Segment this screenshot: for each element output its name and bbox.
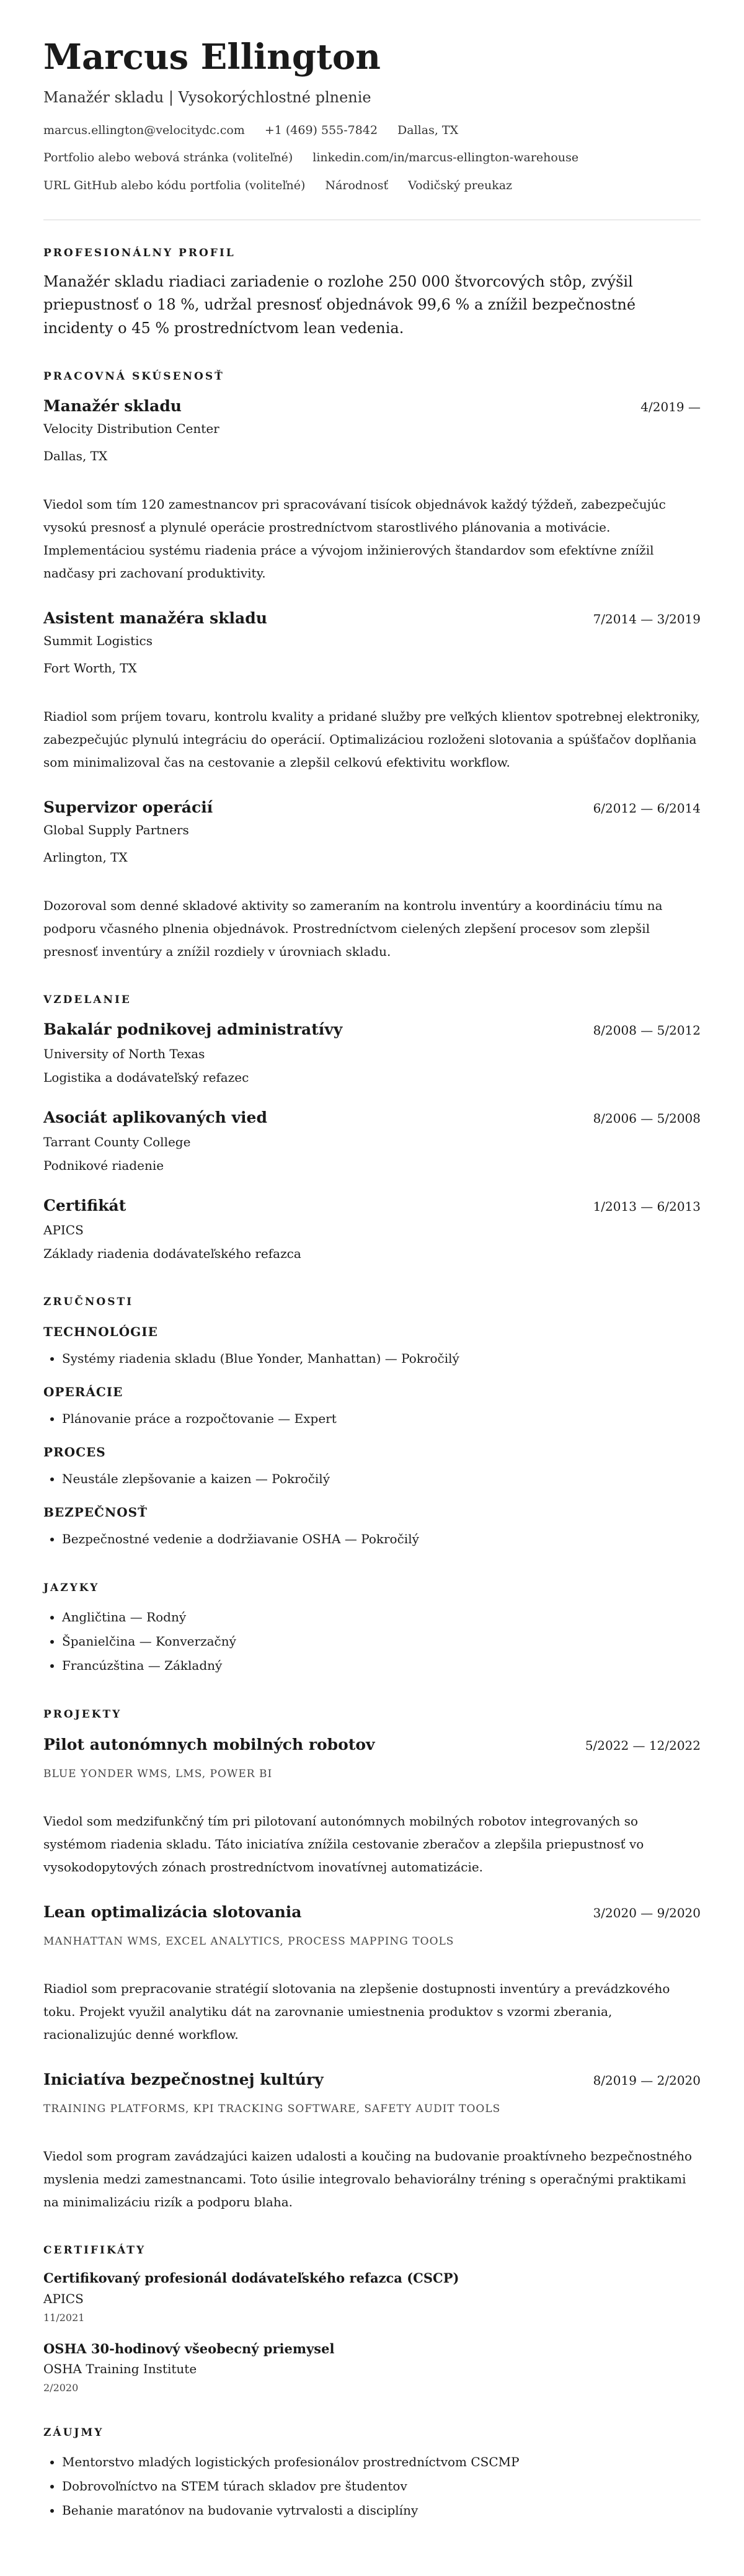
profile-section	[43, 245, 701, 340]
study-field: Logistika a dodávateľský refazec	[43, 1070, 249, 1085]
school-name: University of North Texas	[43, 1046, 205, 1062]
certificate-issuer: APICS	[43, 2291, 84, 2306]
languages-section	[43, 1580, 701, 1678]
skill-category: BEZPEČNOSŤ	[43, 1505, 148, 1520]
project-entry	[43, 2067, 701, 2214]
skill-item: • Neustále zlepšovanie a kaizen — Pokročilý	[62, 1467, 701, 1491]
skill-item: • Plánovanie práce a rozpočtovanie — Expert	[62, 1407, 701, 1431]
degree-title: Bakalár podnikovej administratívy	[43, 1020, 343, 1039]
section-title: ZRUČNOSTI	[43, 1296, 134, 1309]
skill-list	[43, 1407, 701, 1431]
project-description: Riadiol som prepracovanie stratégií slotovania na zlepšenie dostupnosti inventúry a prevádzkového toku. Projekt využil analytiku dát na zarovnanie umiestnenia produktov s vzormi zberania, racionalizujúc denné workflow.	[43, 1981, 670, 2043]
links-row	[43, 148, 701, 167]
extra-row	[43, 176, 701, 195]
certificate-entry	[43, 2338, 701, 2396]
project-description: Viedol som medzifunkčný tím pri pilotovaní autonómnych mobilných robotov integrovaných so systémom riadenia skladu. Táto iniciatíva znížila cestovanie zberačov a zlepšila priepustnosť vo vysokodopytových zónach prostredníctvom inovatívnej automatizácie.	[43, 1813, 644, 1874]
certificates-section	[43, 2242, 701, 2396]
section-title: PRACOVNÁ SKÚSENOSŤ	[43, 370, 224, 383]
project-tech: BLUE YONDER WMS, LMS, POWER BI	[43, 1767, 273, 1780]
job-location: Arlington, TX	[43, 849, 128, 865]
degree-title: Asociát aplikovaných vied	[43, 1108, 267, 1127]
education-entry	[43, 1017, 701, 1089]
school-name: Tarrant County College	[43, 1134, 191, 1150]
company-name: Summit Logistics	[43, 633, 153, 648]
portfolio-link[interactable]: Portfolio alebo webová stránka (voliteľné)	[43, 151, 293, 165]
job-location: Fort Worth, TX	[43, 660, 137, 675]
project-entry	[43, 1900, 701, 2046]
skill-category: TECHNOLÓGIE	[43, 1324, 158, 1340]
interest-list	[43, 2450, 701, 2523]
project-dates: 5/2022 — 12/2022	[585, 1737, 701, 1753]
education-entry	[43, 1193, 701, 1265]
study-field: Podnikové riadenie	[43, 1158, 164, 1174]
project-entry	[43, 1732, 701, 1879]
job-dates: 7/2014 — 3/2019	[593, 611, 701, 626]
company-name: Global Supply Partners	[43, 822, 189, 837]
experience-section	[43, 368, 701, 963]
interests-section	[43, 2425, 701, 2523]
section-title: VZDELANIE	[43, 993, 131, 1006]
phone-number[interactable]: +1 (469) 555-7842	[264, 123, 378, 137]
candidate-name: Marcus Ellington	[43, 37, 381, 78]
certificate-date: 11/2021	[43, 2311, 85, 2324]
job-title: Supervizor operácií	[43, 798, 213, 816]
section-title: PROFESIONÁLNY PROFIL	[43, 246, 236, 259]
job-description: Riadiol som príjem tovaru, kontrolu kvality a pridané služby pre veľkých klientov spotrebnej elektroniky, zabezpečujúc plynulú integráciu do operácií. Optimalizáciou rozloženi slotovania a spúšťačov doplňania som minimalizoval čas na cestovanie a zlepšil celkovú efektivitu workflow.	[43, 708, 701, 770]
study-field: Základy riadenia dodávateľského refazca	[43, 1246, 301, 1262]
school-name: APICS	[43, 1223, 84, 1238]
project-name: Iniciatíva bezpečnostnej kultúry	[43, 2070, 324, 2089]
project-dates: 8/2019 — 2/2020	[593, 2073, 701, 2088]
github-link[interactable]: URL GitHub alebo kódu portfolia (voliteľné)	[43, 178, 306, 192]
skills-section	[43, 1294, 701, 1551]
project-tech: MANHATTAN WMS, EXCEL ANALYTICS, PROCESS MAPPING TOOLS	[43, 1935, 454, 1948]
interest-item: • Mentorstvo mladých logistických profesionálov prostredníctvom CSCMP	[62, 2450, 701, 2474]
project-description: Viedol som program zavádzajúci kaizen udalosti a koučing na budovanie proaktívneho bezpečnostného myslenia medzi zamestnancami. Toto úsilie integrovalo behaviorálny tréning s operačnými praktikami na minimalizáciu rizík a podporu blaha.	[43, 2149, 693, 2210]
section-title: CERTIFIKÁTY	[43, 2244, 146, 2257]
skill-list	[43, 1347, 701, 1371]
language-item: • Angličtina — Rodný	[62, 1605, 701, 1629]
experience-entry	[43, 606, 701, 774]
language-item: • Španielčina — Konverzačný	[62, 1629, 701, 1654]
project-name: Pilot autonómnych mobilných robotov	[43, 1735, 375, 1754]
education-dates: 1/2013 — 6/2013	[593, 1199, 701, 1214]
contact-row	[43, 121, 701, 140]
job-description: Viedol som tím 120 zamestnancov pri spracovávaní tisícok objednávok každý týždeň, zabezpečujúc vysokú presnosť a plynulé operácie prostredníctvom starostlivého plánovania a motivácie. Implementáciou systému riadenia práce a vývojom inžinierových štandardov som efektívne znížil nadčasy pri zachovaní produktivity.	[43, 496, 666, 581]
language-list	[43, 1605, 701, 1678]
education-section	[43, 992, 701, 1265]
education-dates: 8/2008 — 5/2012	[593, 1023, 701, 1038]
nationality: Národnosť	[325, 178, 389, 192]
certificate-entry	[43, 2268, 701, 2325]
job-title: Manažér skladu	[43, 396, 182, 415]
skill-list	[43, 1467, 701, 1491]
education-dates: 8/2006 — 5/2008	[593, 1111, 701, 1126]
job-dates: 4/2019 —	[640, 399, 701, 414]
experience-entry	[43, 795, 701, 963]
skill-category: OPERÁCIE	[43, 1384, 123, 1400]
certificate-name: Certifikovaný profesionál dodávateľského refazca (CSCP)	[43, 2270, 459, 2286]
education-entry	[43, 1105, 701, 1177]
skill-list	[43, 1527, 701, 1551]
job-title: Asistent manažéra skladu	[43, 608, 267, 627]
certificate-issuer: OSHA Training Institute	[43, 2361, 197, 2377]
section-title: ZÁUJMY	[43, 2426, 104, 2439]
language-item: • Francúzština — Základný	[62, 1654, 701, 1678]
job-description: Dozoroval som denné skladové aktivity so zameraním na kontrolu inventúry a koordináciu tímu na podporu včasného plnenia objednávok. Prostredníctvom cielených zlepšení procesov som zlepšil presnosť inventúry a znížil rozdiely v úrovniach skladu.	[43, 898, 663, 959]
email-link[interactable]: marcus.ellington@velocitydc.com	[43, 123, 245, 137]
experience-entry	[43, 394, 701, 585]
section-title: JAZYKY	[43, 1582, 100, 1595]
job-location: Dallas, TX	[43, 448, 108, 463]
job-dates: 6/2012 — 6/2014	[593, 800, 701, 816]
location: Dallas, TX	[397, 123, 459, 137]
interest-item: • Behanie maratónov na budovanie vytrvalosti a disciplíny	[62, 2498, 701, 2523]
profile-summary: Manažér skladu riadiaci zariadenie o rozlohe 250 000 štvorcových stôp, zvýšil priepustnosť o 18 %, udržal presnosť objednávok 99,6 % a znížil bezpečnostné incidenty o 45 % prostredníctvom lean vedenia.	[43, 273, 636, 337]
skill-item: • Bezpečnostné vedenie a dodržiavanie OSHA — Pokročilý	[62, 1527, 701, 1551]
degree-title: Certifikát	[43, 1197, 126, 1215]
certificate-name: OSHA 30-hodinový všeobecný priemysel	[43, 2340, 335, 2356]
project-tech: TRAINING PLATFORMS, KPI TRACKING SOFTWARE, SAFETY AUDIT TOOLS	[43, 2103, 501, 2116]
certificate-date: 2/2020	[43, 2382, 79, 2394]
project-name: Lean optimalizácia slotovania	[43, 1902, 302, 1921]
resume-header	[43, 37, 701, 195]
drivers-license: Vodičský preukaz	[408, 178, 513, 192]
linkedin-link[interactable]: linkedin.com/in/marcus-ellington-warehouse	[312, 151, 579, 165]
skill-item: • Systémy riadenia skladu (Blue Yonder, Manhattan) — Pokročilý	[62, 1347, 701, 1371]
headline: Manažér skladu | Vysokorýchlostné plnenie	[43, 89, 371, 107]
interest-item: • Dobrovoľníctvo na STEM túrach skladov pre študentov	[62, 2474, 701, 2498]
section-title: PROJEKTY	[43, 1708, 122, 1721]
project-dates: 3/2020 — 9/2020	[593, 1905, 701, 1920]
skill-category: PROCES	[43, 1445, 106, 1460]
company-name: Velocity Distribution Center	[43, 421, 219, 436]
projects-section	[43, 1706, 701, 2214]
